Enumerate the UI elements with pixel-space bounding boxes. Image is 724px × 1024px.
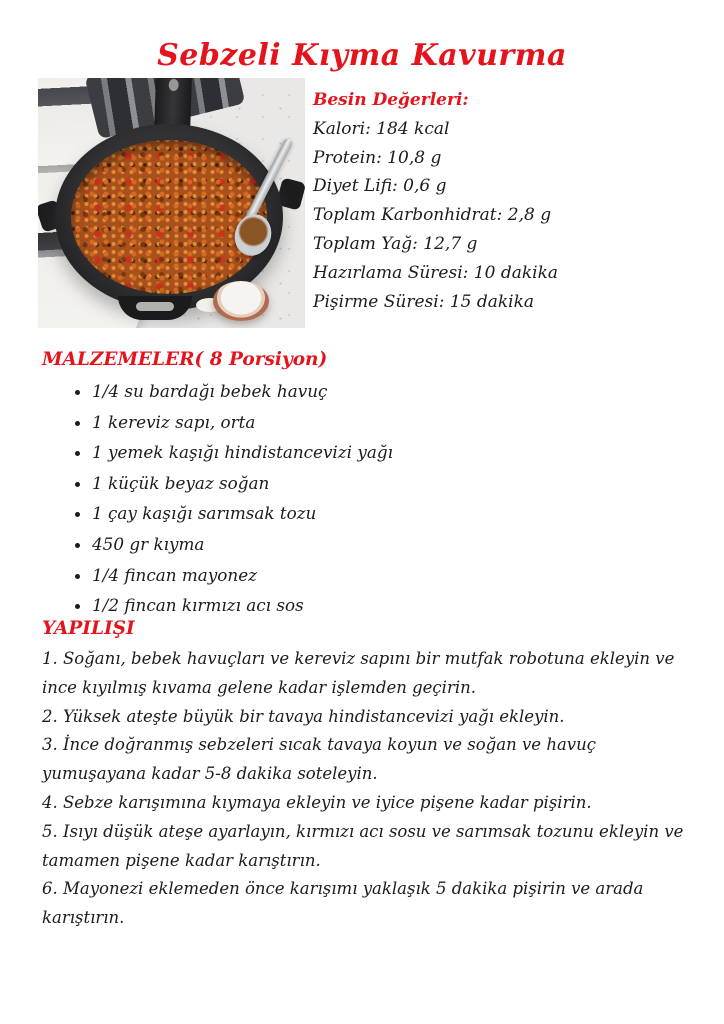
nutrition-item-prep-time: Hazırlama Süresi: 10 dakika <box>313 262 559 283</box>
directions-heading: YAPILIŞI <box>42 618 135 639</box>
recipe-photo <box>38 78 305 328</box>
nutrition-item-cook-time: Pişirme Süresi: 15 dakika <box>313 291 535 312</box>
recipe-title: Sebzeli Kıyma Kavurma <box>157 38 567 73</box>
direction-step: 1. Soğanı, bebek havuçları ve kereviz sapını bir mutfak robotuna ekleyin ve ince kıyılmış kıvama gelene kadar işlemden geçirin. <box>42 649 675 697</box>
direction-step: 4. Sebze karışımına kıymaya ekleyin ve iyice pişene kadar pişirin. <box>42 792 592 812</box>
nutrition-item-protein: Protein: 10,8 g <box>313 147 442 168</box>
ingredients-heading: MALZEMELER( 8 Porsiyon) <box>42 349 328 370</box>
ingredient-item: • 1 kereviz sapı, orta <box>92 407 662 438</box>
ingredients-section <box>42 344 662 621</box>
direction-step: 5. Isıyı düşük ateşe ayarlayın, kırmızı acı sosu ve sarımsak tozunu ekleyin ve tamamen pişene kadar karıştırın. <box>42 821 684 870</box>
direction-step: 6. Mayonezi eklemeden önce karışımı yaklaşık 5 dakika pişirin ve arada karıştırın. <box>42 879 644 928</box>
nutrition-item-carbs: Toplam Karbonhidrat: 2,8 g <box>313 205 552 226</box>
nutrition-section <box>313 86 613 316</box>
ingredient-item: • 1 yemek kaşığı hindistancevizi yağı <box>92 437 662 468</box>
ingredient-item: • 450 gr kıyma <box>92 529 662 560</box>
skillet-helper-handle <box>118 296 192 320</box>
ingredient-item: • 1 küçük beyaz soğan <box>92 468 662 499</box>
nutrition-item-calories: Kalori: 184 kcal <box>313 118 450 139</box>
ingredient-item: • 1/4 su bardağı bebek havuç <box>92 376 662 407</box>
ingredient-item: • 1/4 fincan mayonez <box>92 560 662 591</box>
ingredient-item: • 1/2 fincan kırmızı acı sos <box>92 590 662 621</box>
nutrition-item-fiber: Diyet Lifi: 0,6 g <box>313 176 447 197</box>
direction-step: 2. Yüksek ateşte büyük bir tavaya hindistancevizi yağı ekleyin. <box>42 706 565 726</box>
ingredients-list <box>42 376 662 621</box>
minced-meat-food <box>71 140 267 294</box>
direction-step: 3. İnce doğranmış sebzeleri sıcak tavaya koyun ve soğan ve havuç yumuşayana kadar 5-8 dakika soteleyin. <box>42 735 596 784</box>
nutrition-heading: Besin Değerleri: <box>313 90 469 110</box>
ingredient-item: • 1 çay kaşığı sarımsak tozu <box>92 498 662 529</box>
directions-section <box>42 613 697 933</box>
salt-bowl <box>213 281 269 321</box>
nutrition-item-fat: Toplam Yağ: 12,7 g <box>313 233 478 254</box>
